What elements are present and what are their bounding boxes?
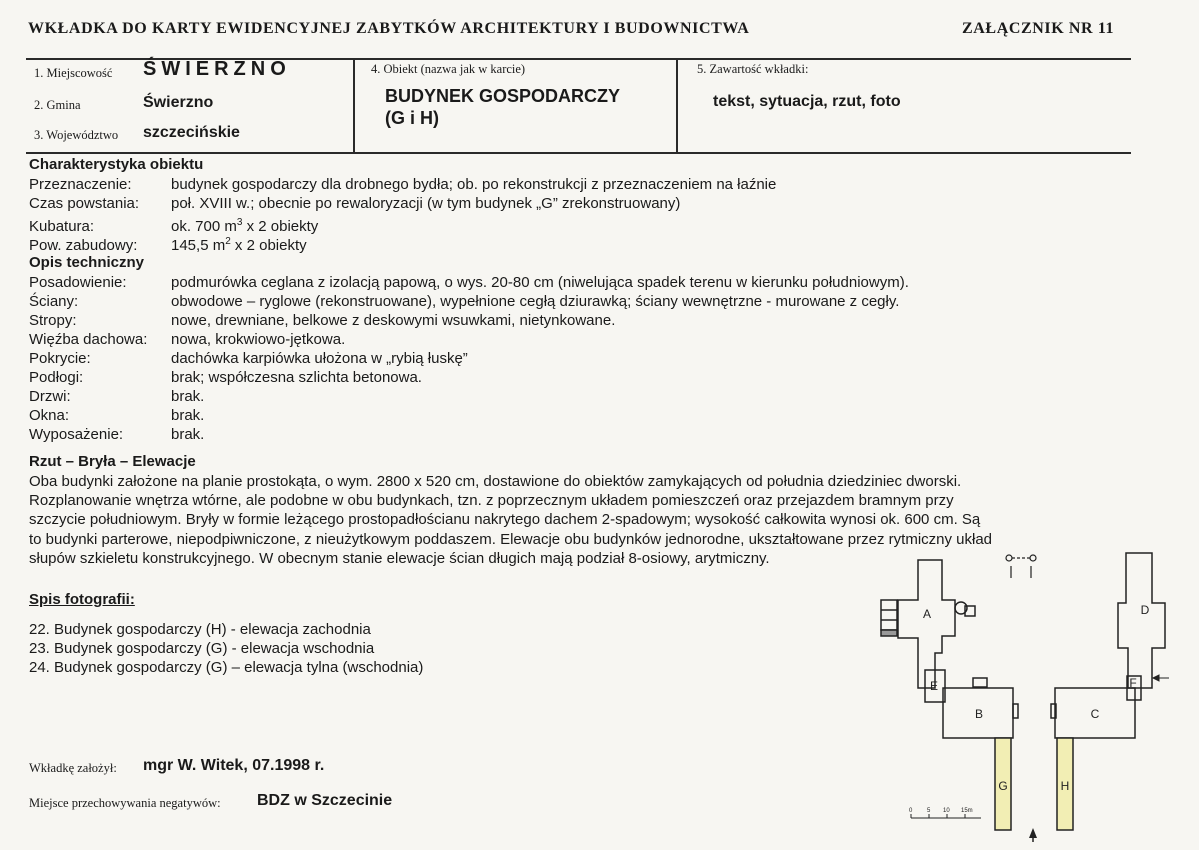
column-divider-1 <box>353 60 355 153</box>
row-value: dachówka karpiówka ułożona w „rybią łuskę” <box>171 350 468 367</box>
tech-row-podlogi <box>29 368 422 387</box>
char-row-przeznaczenie <box>29 175 776 194</box>
technical-heading: Opis techniczny <box>29 254 145 271</box>
scale-tick: 5 <box>927 808 931 814</box>
north-arrow-icon <box>1029 828 1037 842</box>
layout-heading: Rzut – Bryła – Elewacje <box>29 453 196 470</box>
row-key: Wyposażenie: <box>29 426 124 443</box>
row-key: Posadowienie: <box>29 274 127 291</box>
tech-row-wyposazenie <box>29 425 204 444</box>
tech-row-stropy <box>29 311 615 330</box>
row-value: brak. <box>171 426 205 443</box>
scale-tick: 0 <box>909 808 913 814</box>
plan-label-c: C <box>1090 707 1100 721</box>
plan-label-h: H <box>1060 779 1070 793</box>
row-key: Stropy: <box>29 312 77 329</box>
row-value: brak. <box>171 388 205 405</box>
char-row-pow-zabudowy <box>29 232 307 255</box>
row-value: nowa, krokwiowo-jętkowa. <box>171 331 346 348</box>
photo-item: 23. Budynek gospodarczy (G) - elewacja wschodnia <box>29 640 375 657</box>
row-key: Czas powstania: <box>29 195 140 212</box>
wojewodztwo-label: 3. Województwo <box>34 128 119 142</box>
row-value: budynek gospodarczy dla drobnego bydła; ob. po rekonstrukcji z przeznaczeniem na łaźnie <box>171 176 777 193</box>
object-value-line-2: (G i H) <box>385 108 439 128</box>
storage-value: BDZ w Szczecinie <box>257 792 393 809</box>
tech-row-wiezba <box>29 330 345 349</box>
layout-line: szczycie południowym. Bryły w formie leżącego prostopadłościanu nakrytego dachem 2-spadowym; wysokość całkowita wynosi ok. 600 cm. Są <box>29 511 981 529</box>
plan-gate-symbol <box>1006 555 1036 578</box>
gmina-value: Świerzno <box>143 94 214 111</box>
object-label: 4. Obiekt (nazwa jak w karcie) <box>371 62 526 76</box>
row-key: Ściany: <box>29 293 79 310</box>
annex-number: ZAŁĄCZNIK NR 11 <box>962 20 1115 37</box>
plan-steps-a-dark <box>881 630 897 636</box>
layout-line: Oba budynki założone na planie prostokąta, o wym. 2800 x 520 cm, dostawione do obiektów zamykających od południa dziedziniec dworski. <box>29 473 962 490</box>
characteristics-heading: Charakterystyka obiektu <box>29 156 204 173</box>
row-value: brak; współczesna szlichta betonowa. <box>171 369 422 386</box>
row-key: Podłogi: <box>29 369 84 386</box>
row-key: Kubatura: <box>29 218 95 235</box>
scale-bar <box>911 814 981 818</box>
row-value: 145,5 $m^2$ x 2 obiekty <box>171 236 307 254</box>
contents-label: 5. Zawartość wkładki: <box>697 62 809 76</box>
row-value: nowe, drewniane, belkowe z deskowymi wsuwkami, nietynkowane. <box>171 312 616 329</box>
row-key: Okna: <box>29 407 70 424</box>
contents-value: tekst, sytuacja, rzut, foto <box>713 93 901 110</box>
layout-line: Rozplanowanie wnętrza wtórne, ale podobne w obu budynkach, tzn. z poprzecznym układem pomieszczeń oraz przejazdem bramnym przy <box>29 492 954 510</box>
box-bottom-rule <box>26 152 1131 154</box>
row-key: Pokrycie: <box>29 350 91 367</box>
plan-door-b <box>1013 704 1018 718</box>
char-row-czas-powstania <box>29 194 680 213</box>
plan-label-b: B <box>974 707 984 721</box>
tech-row-posadowienie <box>29 273 909 292</box>
object-value-line-1: BUDYNEK GOSPODARCZY <box>385 86 621 106</box>
wojewodztwo-value: szczecińskie <box>143 124 240 141</box>
plan-building-a <box>898 560 955 688</box>
row-value: ok. 700 $m^3$ x 2 obiekty <box>171 217 319 235</box>
row-key: Pow. zabudowy: <box>29 237 138 254</box>
author-value: mgr W. Witek, 07.1998 r. <box>143 757 325 774</box>
tech-row-drzwi <box>29 387 204 406</box>
plan-building-d <box>1118 553 1165 688</box>
object-value <box>385 85 620 129</box>
row-value: podmurówka ceglana z izolacją papową, o wys. 20-80 cm (niwelująca spadek terenu w kierunku południowym). <box>171 274 909 291</box>
photos-heading: Spis fotografii: <box>29 591 135 608</box>
row-value: brak. <box>171 407 205 424</box>
scale-tick: 10 <box>943 808 950 814</box>
row-key: Więźba dachowa: <box>29 331 148 348</box>
row-key: Przeznaczenie: <box>29 176 132 193</box>
site-plan <box>873 548 1188 846</box>
plan-steps-a <box>881 600 897 630</box>
plan-label-g: G <box>998 779 1008 793</box>
miejscowosc-value: ŚWIERZNO <box>143 58 291 80</box>
miejscowosc-label: 1. Miejscowość <box>34 66 113 80</box>
tech-row-sciany <box>29 292 899 311</box>
author-label: Wkładkę założył: <box>29 761 117 775</box>
plan-label-f: F <box>1129 676 1137 690</box>
row-key: Drzwi: <box>29 388 71 405</box>
card-title: WKŁADKA DO KARTY EWIDENCYJNEJ ZABYTKÓW ARCHITEKTURY I BUDOWNICTWA <box>28 20 750 37</box>
plan-label-e: E <box>929 679 939 693</box>
plan-door-c <box>1051 704 1056 718</box>
gmina-label: 2. Gmina <box>34 98 81 112</box>
row-value: poł. XVIII w.; obecnie po rewaloryzacji (w tym budynek „G” zrekonstruowany) <box>171 195 681 212</box>
plan-annex-b <box>973 678 987 687</box>
row-value: obwodowe – ryglowe (rekonstruowane), wypełnione cegłą dziurawką; ściany wewnętrzne - murowane z cegły. <box>171 293 900 310</box>
layout-line: słupów szkieletu konstrukcyjnego. W obecnym stanie elewacje ścian długich mają podział 8-osiowy, arytmiczny. <box>29 549 770 567</box>
plan-label-d: D <box>1140 603 1150 617</box>
layout-line: to budynki parterowe, niepodpiwniczone, z nieużytkowym poddaszem. Elewacje obu budynków jednorodne, ukształtowane przez rytmiczny układ <box>29 530 993 548</box>
plan-label-a: A <box>922 607 932 621</box>
photo-item: 24. Budynek gospodarczy (G) – elewacja tylna (wschodnia) <box>29 659 424 676</box>
photo-item: 22. Budynek gospodarczy (H) - elewacja zachodnia <box>29 621 371 638</box>
tech-row-okna <box>29 406 204 425</box>
storage-label: Miejsce przechowywania negatywów: <box>29 796 221 810</box>
plan-arrow-f <box>1153 675 1169 681</box>
tech-row-pokrycie <box>29 349 468 368</box>
scale-tick: 15m <box>961 808 973 814</box>
column-divider-2 <box>676 60 678 153</box>
